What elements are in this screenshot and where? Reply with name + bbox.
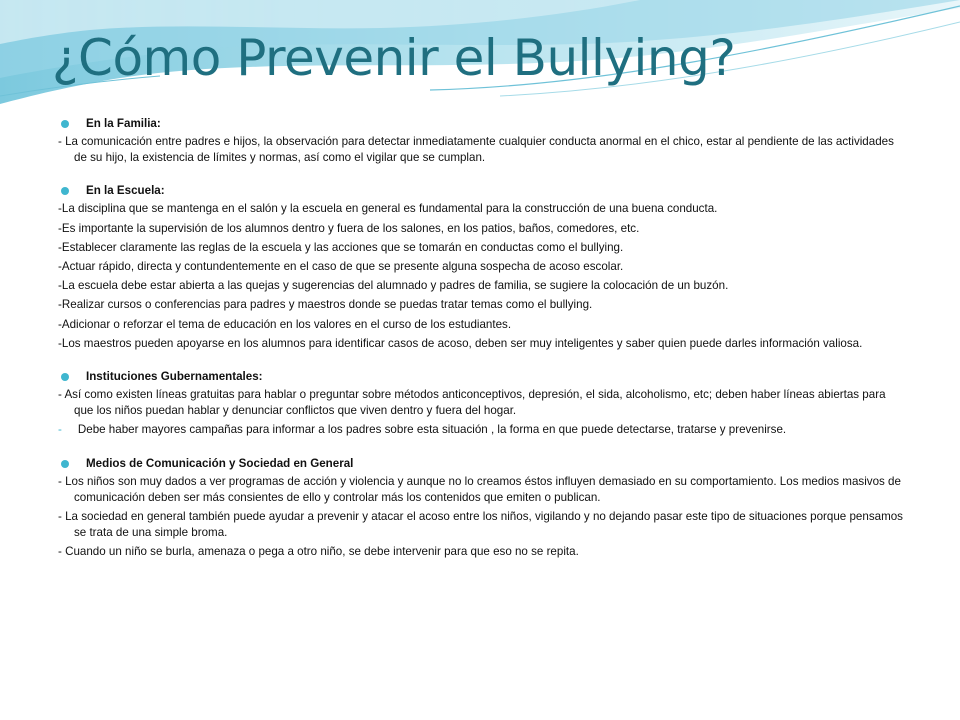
list-item: -Es importante la supervisión de los alumnos dentro y fuera de los salones, en los patios, baños, comedores, etc.: [58, 221, 640, 235]
list-item: -Adicionar o reforzar el tema de educación en los valores en el curso de los estudiantes.: [58, 317, 512, 331]
list-item: - Cuando un niño se burla, amenaza o pega a otro niño, se debe intervenir para que eso no se repita.: [58, 545, 579, 559]
slide-title: ¿Cómo Prevenir el Bullying?: [52, 29, 736, 87]
list-item: - Debe haber mayores campañas para informar a los padres sobre esta situación , la forma en que puede detectarse, tratarse y prevenirse.: [58, 423, 787, 437]
bullet-icon: [61, 187, 69, 195]
bullet-icon: [61, 120, 69, 128]
bullet-icon: [61, 460, 69, 468]
section-heading-escuela: [58, 183, 903, 199]
list-item: -Los maestros pueden apoyarse en los alumnos para identificar casos de acoso, deben ser muy inteligentes y saber quien puede darles información valiosa.: [58, 336, 863, 350]
list-item: - Los niños son muy dados a ver programas de acción y violencia y aunque no lo creamos éstos influyen demasiado en su comportamiento. Los medios masivos de comunicación deben ser más consientes de ello y controlar más los contenidos que emiten o publican.: [58, 474, 901, 504]
section-heading-familia: [58, 116, 903, 132]
slide-content: [58, 116, 903, 564]
section-heading-text: Medios de Comunicación y Sociedad en General: [86, 456, 354, 470]
bullet-icon: [61, 373, 69, 381]
list-item: -La disciplina que se mantenga en el salón y la escuela en general es fundamental para la construcción de una buena conducta.: [58, 202, 718, 216]
list-item: - Así como existen líneas gratuitas para hablar o preguntar sobre métodos anticonceptivos, depresión, el sida, alcoholismo, etc; deben haber líneas abiertas para que los niños puedan hablar y denunciar conflictos que viven dentro y fuera del hogar.: [58, 388, 886, 418]
list-item: -Actuar rápido, directa y contundentemente en el caso de que se presente alguna sospecha de acoso escolar.: [58, 260, 624, 274]
section-heading-text: En la Familia:: [86, 117, 161, 130]
list-item: - La comunicación entre padres e hijos, la observación para detectar inmediatamente cualquier conducta anormal en el chico, estar al pendiente de las actividades de su hijo, la existencia de límites y normas, así como el vigilar que se cumplan.: [58, 135, 894, 165]
list-item: -Establecer claramente las reglas de la escuela y las acciones que se tomarán en conductas como el bullying.: [58, 240, 624, 254]
section-heading-text: Instituciones Gubernamentales:: [86, 370, 263, 384]
section-heading-instituciones: [58, 369, 903, 385]
list-item: - La sociedad en general también puede ayudar a prevenir y atacar el acoso entre los niños, vigilando y no dejando pasar este tipo de situaciones porque pensamos se trata de una simple broma.: [58, 510, 903, 540]
list-item: -La escuela debe estar abierta a las quejas y sugerencias del alumnado y padres de familia, se sugiere la colocación de un buzón.: [58, 279, 729, 293]
list-item: -Realizar cursos o conferencias para padres y maestros donde se puedas tratar temas como el bullying.: [58, 298, 593, 312]
section-heading-text: En la Escuela:: [86, 184, 165, 198]
section-heading-medios: [58, 456, 903, 472]
